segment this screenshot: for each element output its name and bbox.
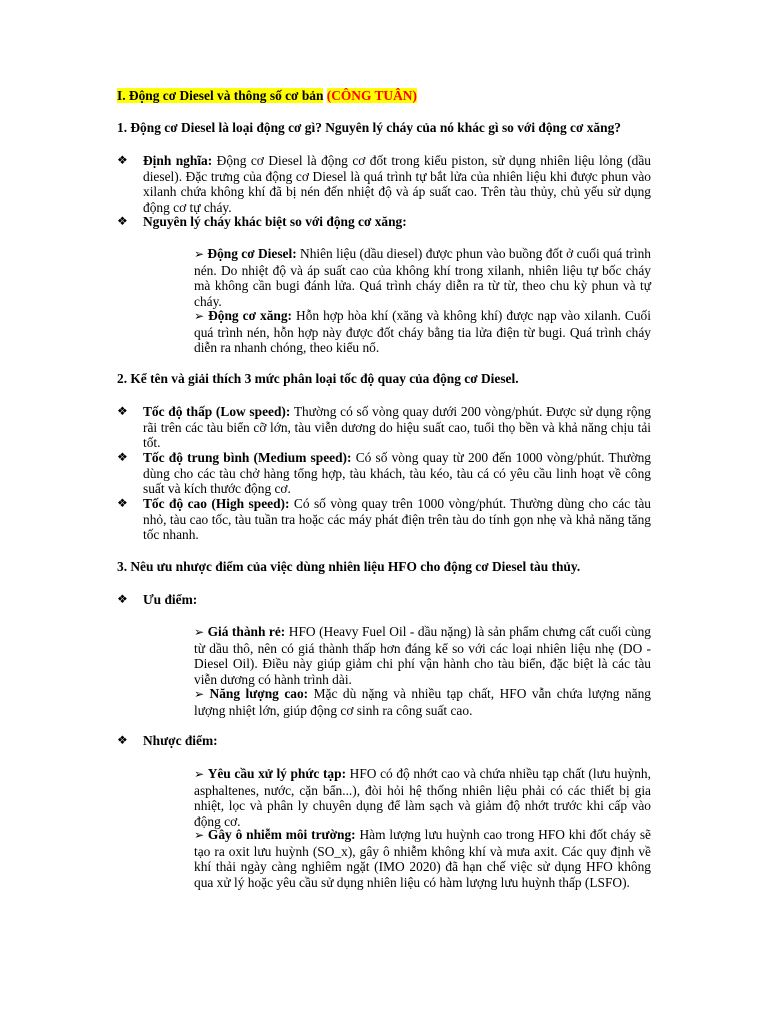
question-3: 3. Nêu ưu nhược điểm của việc dùng nhiên liệu HFO cho động cơ Diesel tàu thủy. xyxy=(117,559,581,574)
definition-text: Động cơ Diesel là động cơ đốt trong kiểu piston, sử dụng nhiên liệu lỏng (dầu diesel). Đặc trưng của động cơ Diesel là quá trình tự bắt lửa của nhiên liệu khi được phun vào xilanh chứa không khí đã bị nén đến nhiệt độ và áp suất cao. Trên tàu thủy, chủ yếu sử dụng động cơ tự cháy. xyxy=(143,153,651,215)
arrow-bullet-icon: ➢ xyxy=(194,247,205,261)
pollution-label: Gây ô nhiễm môi trường: xyxy=(207,827,356,842)
high-speed-text: Có số vòng quay trên 1000 vòng/phút. Thường dùng cho các tàu nhỏ, tàu cao tốc, tàu tuần tra hoặc các máy phát điện trên tàu do tính gọn nhẹ và khả năng tăng tốc nhanh. xyxy=(143,496,651,543)
question-1: 1. Động cơ Diesel là loại động cơ gì? Nguyên lý cháy của nó khác gì so với động cơ xăng? xyxy=(117,120,621,135)
gasoline-label: Động cơ xăng: xyxy=(208,308,292,323)
arrow-bullet-icon: ➢ xyxy=(194,625,205,639)
diamond-bullet-icon: ❖ xyxy=(117,496,128,510)
section-title-text: I. Động cơ Diesel và thông số cơ bản xyxy=(117,88,324,103)
price-item xyxy=(194,624,651,687)
diesel-text: Nhiên liệu (dầu diesel) được phun vào buồng đốt ở cuối quá trình nén. Do nhiệt độ và áp suất cao của không khí trong xilanh, nhiên liệu tự bốc cháy mà không cần bugi đánh lửa. Quá trình cháy diễn ra từ từ, theo chu kỳ phun và tự cháy. xyxy=(194,246,651,309)
processing-label: Yêu cầu xử lý phức tạp: xyxy=(207,766,347,781)
energy-label: Năng lượng cao: xyxy=(209,686,309,701)
definition-item xyxy=(117,153,651,215)
cons-label: Nhược điểm: xyxy=(143,733,218,748)
diesel-item xyxy=(194,246,651,309)
arrow-bullet-icon: ➢ xyxy=(194,828,205,842)
arrow-bullet-icon: ➢ xyxy=(194,767,205,781)
diamond-bullet-icon: ❖ xyxy=(117,592,128,606)
diamond-bullet-icon: ❖ xyxy=(117,733,128,747)
price-text: HFO (Heavy Fuel Oil - dầu nặng) là sản phẩm chưng cất cuối cùng từ dầu thô, nên có giá thành thấp hơn đáng kể so với các loại nhiên liệu nhẹ (DO - Diesel Oil). Điều này giúp giảm chi phí vận hành cho tàu biển, đặc biệt là các tàu viễn dương có hành trình dài. xyxy=(194,624,651,687)
principle-item xyxy=(117,214,651,230)
definition-label: Định nghĩa: xyxy=(143,153,213,168)
low-speed-label: Tốc độ thấp (Low speed): xyxy=(143,404,291,419)
arrow-bullet-icon: ➢ xyxy=(194,687,205,701)
diamond-bullet-icon: ❖ xyxy=(117,404,128,418)
low-speed-item xyxy=(117,404,651,451)
low-speed-text: Thường có số vòng quay dưới 200 vòng/phút. Được sử dụng rộng rãi trên các tàu biển cỡ lớn, tàu viễn dương do hiệu suất cao, tuổi thọ bền và khả năng chịu tải tốt. xyxy=(143,404,651,451)
energy-text: Mặc dù nặng và nhiều tạp chất, HFO vẫn chứa lượng năng lượng nhiệt lớn, giúp động cơ sinh ra công suất cao. xyxy=(194,686,651,718)
diamond-bullet-icon: ❖ xyxy=(117,214,128,228)
price-label: Giá thành rẻ: xyxy=(207,624,286,639)
diamond-bullet-icon: ❖ xyxy=(117,450,128,464)
pollution-text: Hàm lượng lưu huỳnh cao trong HFO khi đốt cháy sẽ tạo ra oxit lưu huỳnh (SO_x), gây ô nhiễm không khí và mưa axit. Các quy định về khí thải ngày càng nghiêm ngặt (IMO 2020) đã hạn chế việc sử dụng HFO không qua xử lý hoặc yêu cầu sử dụng nhiên liệu có hàm lượng lưu huỳnh thấp (LSFO). xyxy=(194,827,651,890)
processing-text: HFO có độ nhớt cao và chứa nhiều tạp chất (lưu huỳnh, asphaltenes, nước, cặn bẩn...), đòi hỏi hệ thống nhiên liệu phải có các thiết bị gia nhiệt, lọc và phân ly chuyên dụng để làm sạch và giảm độ nhớt trước khi cấp vào động cơ. xyxy=(194,766,651,829)
medium-speed-text: Có số vòng quay từ 200 đến 1000 vòng/phút. Thường dùng cho các tàu chở hàng tổng hợp, tàu khách, tàu kéo, tàu cá có yêu cầu linh hoạt về công suất và kích thước động cơ. xyxy=(143,450,651,497)
pollution-item xyxy=(194,827,651,890)
medium-speed-label: Tốc độ trung bình (Medium speed): xyxy=(143,450,352,465)
section-title xyxy=(117,88,417,104)
gasoline-item xyxy=(194,308,651,356)
medium-speed-item xyxy=(117,450,651,497)
arrow-bullet-icon: ➢ xyxy=(194,309,205,323)
diamond-bullet-icon: ❖ xyxy=(117,153,128,167)
energy-item xyxy=(194,686,651,718)
pros-label: Ưu điểm: xyxy=(143,592,198,607)
cons-item xyxy=(117,733,651,749)
gasoline-text: Hỗn hợp hòa khí (xăng và không khí) được nạp vào xilanh. Cuối quá trình nén, hỗn hợp này được đốt cháy bằng tia lửa điện từ bugi. Quá trình cháy diễn ra nhanh chóng, theo kiểu nổ. xyxy=(194,308,651,356)
processing-item xyxy=(194,766,651,829)
author-highlight: (CÔNG TUÂN) xyxy=(326,88,417,103)
principle-label: Nguyên lý cháy khác biệt so với động cơ xăng: xyxy=(143,214,407,229)
pros-item xyxy=(117,592,651,608)
diesel-label: Động cơ Diesel: xyxy=(207,246,297,261)
high-speed-label: Tốc độ cao (High speed): xyxy=(143,496,290,511)
high-speed-item xyxy=(117,496,651,543)
question-2: 2. Kể tên và giải thích 3 mức phân loại tốc độ quay của động cơ Diesel. xyxy=(117,371,519,386)
